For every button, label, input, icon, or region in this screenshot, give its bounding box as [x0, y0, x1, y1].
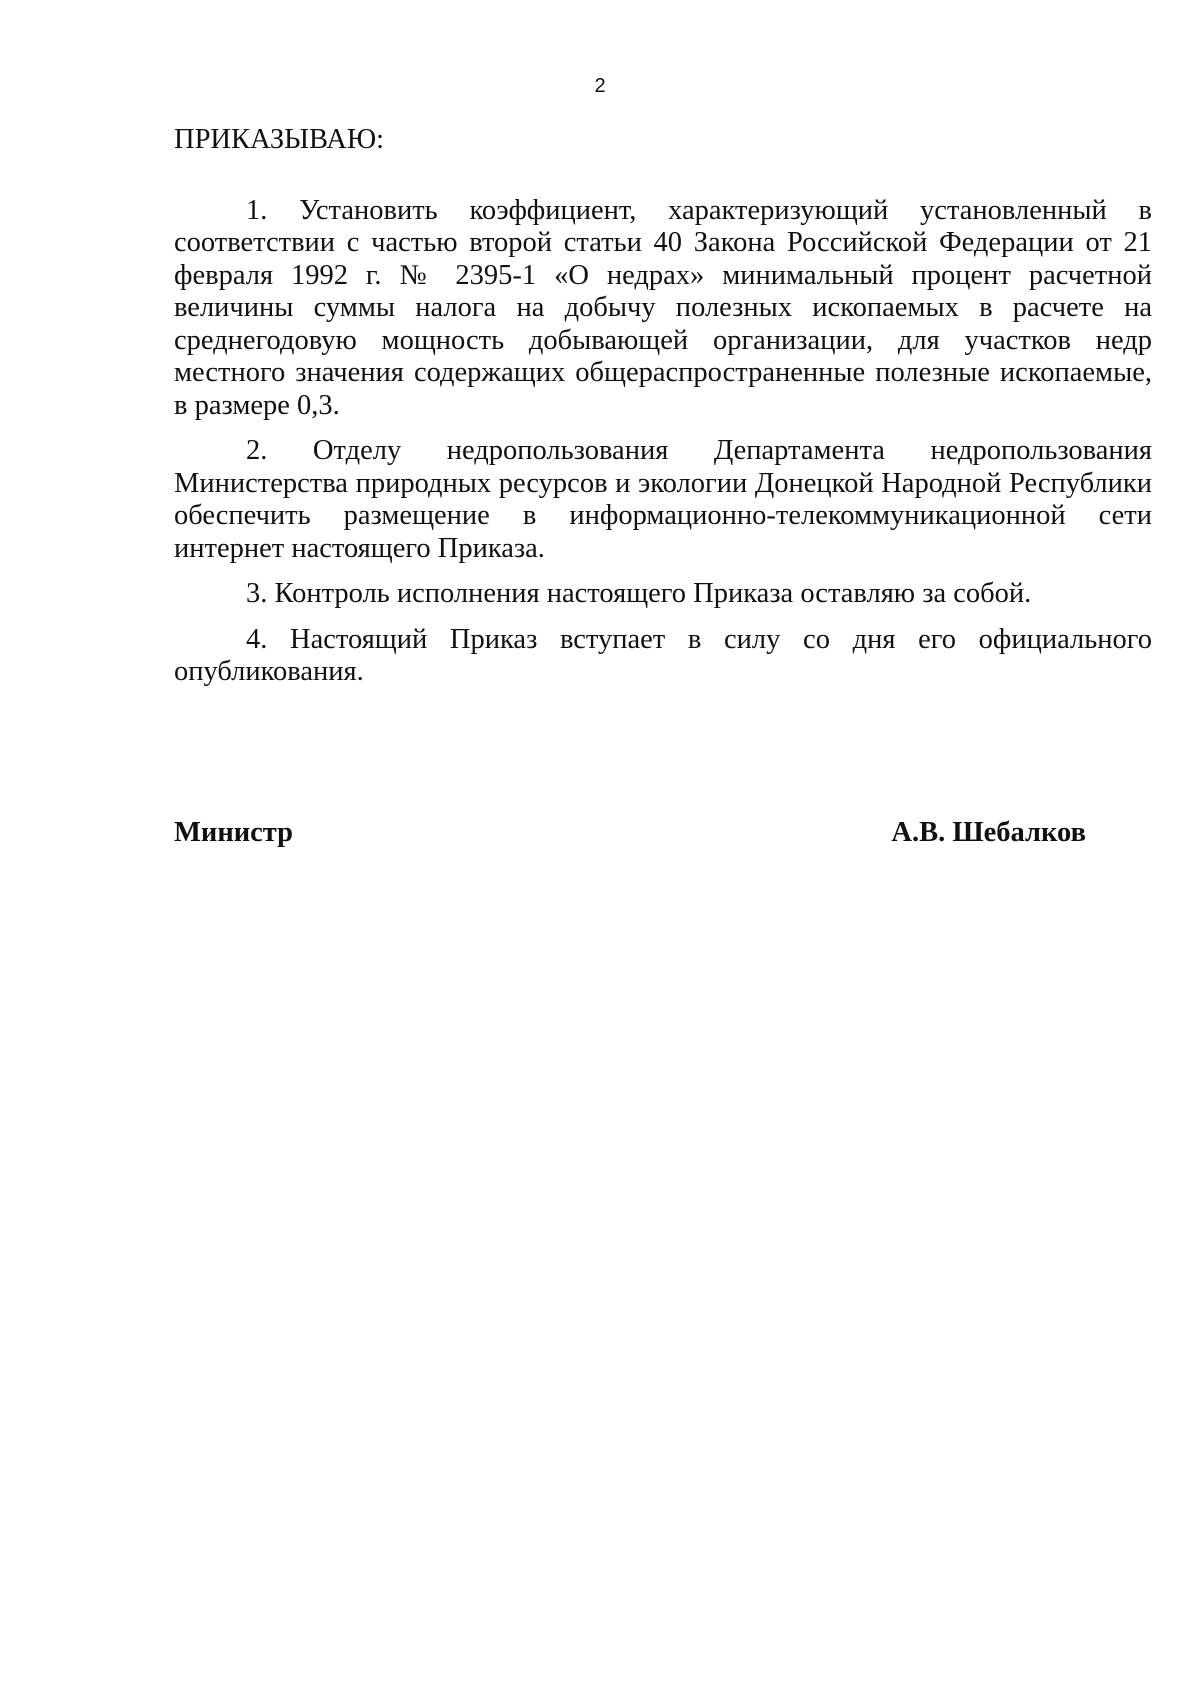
order-item-2: 2. Отделу недропользования Департамента недропользования Министерства природных ресурсов и экологии Донецкой Народной Республики обеспечить размещение в информационно-телекоммуникационной сети интернет настоящего Приказа.	[174, 435, 1152, 564]
signer-name: А.В. Шебалков	[891, 817, 1086, 848]
order-item-4: 4. Настоящий Приказ вступает в силу со дня его официального опубликования.	[174, 623, 1152, 687]
signer-position: Министр	[174, 817, 294, 848]
order-heading: ПРИКАЗЫВАЮ:	[174, 124, 385, 155]
signature-block	[174, 816, 1086, 850]
order-item-1: 1. Установить коэффициент, характеризующий установленный в соответствии с частью второй статьи 40 Закона Российской Федерации от 21 февраля 1992 г. № 2395-1 «О недрах» минимальный процент расчетной величины суммы налога на добычу полезных ископаемых в расчете на среднегодовую мощность добывающей организации, для участков недр местного значения содержащих общераспространенные полезные ископаемые, в размере 0,3.	[174, 194, 1152, 421]
page-number: 2	[594, 75, 606, 97]
order-item-3: 3. Контроль исполнения настоящего Приказа оставляю за собой.	[246, 578, 1032, 609]
document-body	[174, 124, 1152, 702]
